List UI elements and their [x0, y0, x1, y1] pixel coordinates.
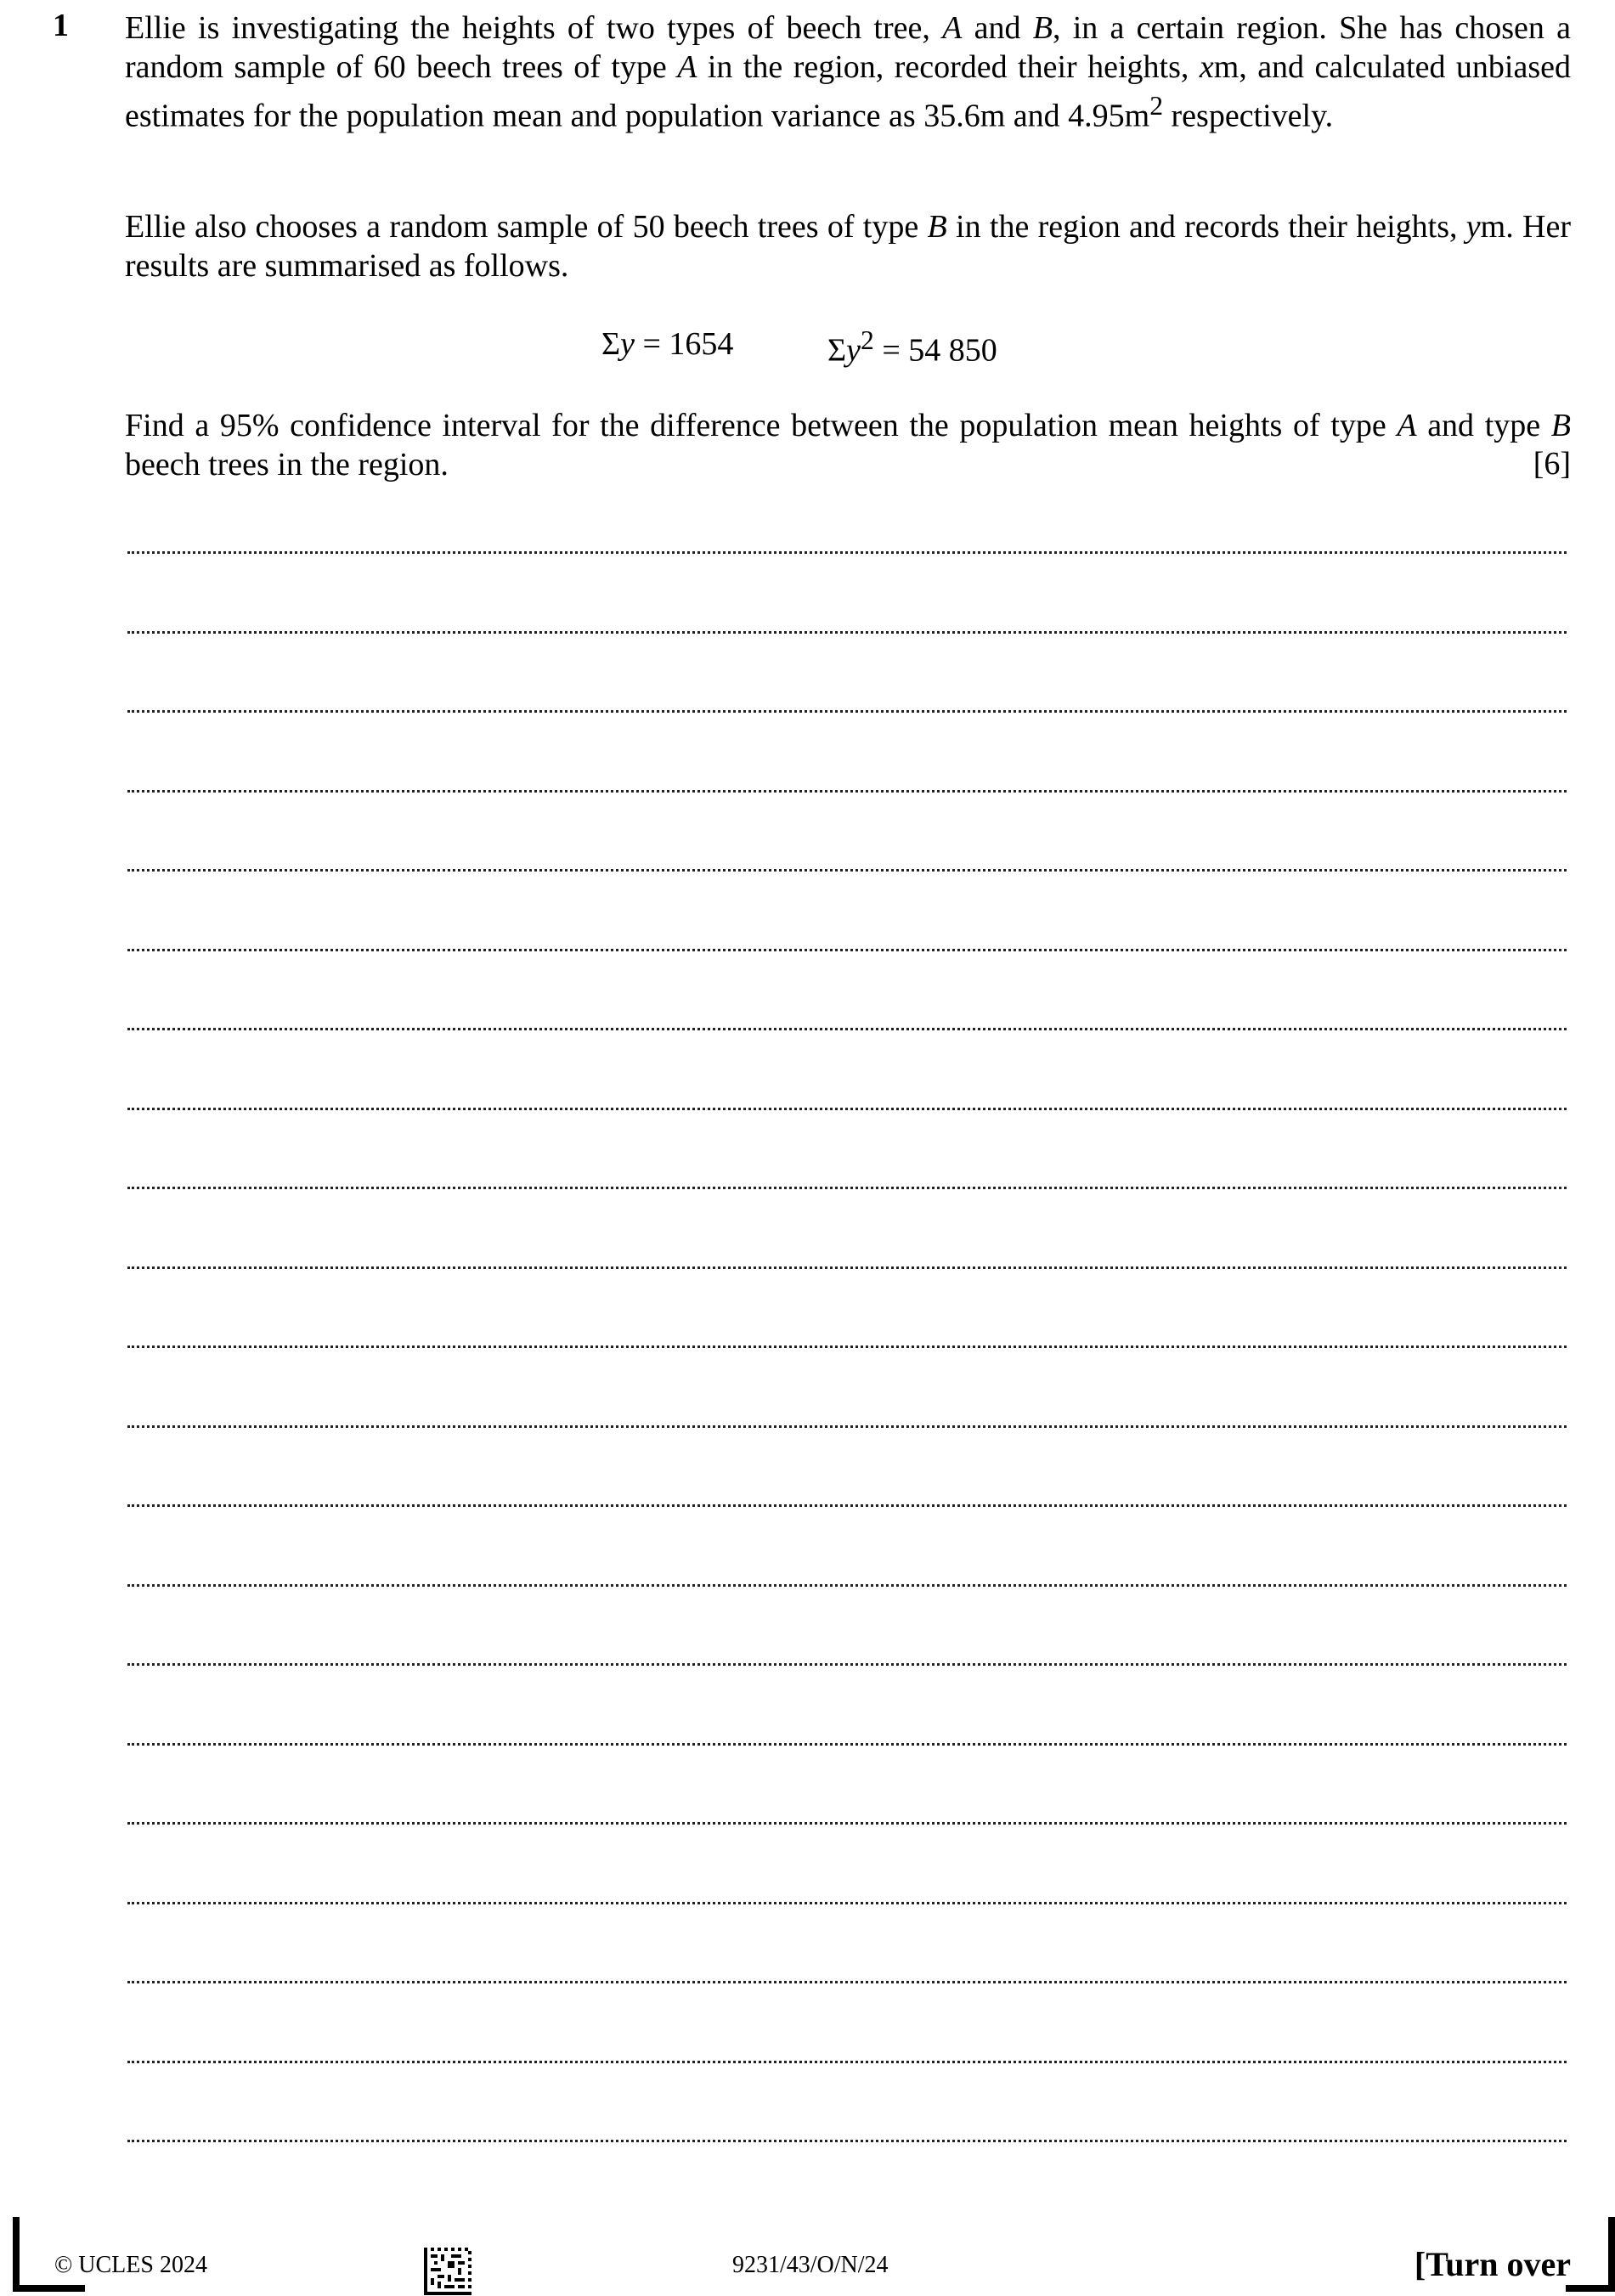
- answer-line[interactable]: [127, 941, 1567, 1021]
- dotted-rule: [127, 623, 1567, 634]
- dotted-rule: [127, 941, 1567, 951]
- answer-line[interactable]: [127, 782, 1567, 862]
- answer-line[interactable]: [127, 861, 1567, 941]
- answer-line[interactable]: [127, 1577, 1567, 1656]
- dotted-rule: [127, 1577, 1567, 1587]
- dotted-rule: [127, 702, 1567, 713]
- dotted-rule: [127, 1497, 1567, 1507]
- marks-allocation: [6]: [1533, 446, 1571, 482]
- footer-paper-code: 9231/43/O/N/24: [732, 2252, 889, 2278]
- answer-line[interactable]: [127, 1418, 1567, 1498]
- answer-line[interactable]: [127, 1735, 1567, 1815]
- answer-line[interactable]: [127, 1020, 1567, 1100]
- dotted-rule: [127, 1338, 1567, 1348]
- answer-line[interactable]: [127, 1100, 1567, 1180]
- answer-line[interactable]: [127, 1814, 1567, 1894]
- sample-b-description: Ellie also chooses a random sample of 50 beech trees of type B in the region and records their heights, ym. Her results are summarised as follows.: [125, 209, 1571, 284]
- dotted-rule: [127, 1259, 1567, 1269]
- dotted-rule: [127, 1656, 1567, 1666]
- corner-mark-right: [1566, 2217, 1615, 2292]
- dotted-rule: [127, 1418, 1567, 1428]
- answer-line[interactable]: [127, 1497, 1567, 1577]
- question-number: 1: [53, 8, 69, 43]
- question-task: Find a 95% confidence interval for the difference between the population mean heights of type A and type B beech trees in the region.: [125, 408, 1571, 482]
- dotted-rule: [127, 1179, 1567, 1189]
- sum-y-equation: Σy = 1654: [601, 326, 734, 362]
- sum-y-squared-equation: $\Sigma y^2 = 54$ 850: [827, 325, 997, 369]
- dotted-rule: [127, 544, 1567, 554]
- answer-line[interactable]: [127, 2132, 1567, 2212]
- answer-line[interactable]: [127, 2053, 1567, 2133]
- question-intro: Ellie is investigating the heights of two types of beech tree, A and B, in a certain region. She has chosen a random sample of 60 beech trees of type A in the region, recorded their heights, xm, and calculated unbiased estimates for the population mean and population variance as 35.6m and $4.95m^2$ respectively.: [125, 10, 1571, 134]
- turn-over-label: [Turn over: [1414, 2245, 1571, 2283]
- answer-line[interactable]: [127, 1656, 1567, 1735]
- dotted-rule: [127, 861, 1567, 872]
- dotted-rule: [127, 1814, 1567, 1825]
- barcode-icon: [424, 2248, 472, 2295]
- dotted-rule: [127, 1894, 1567, 1904]
- answer-line[interactable]: [127, 1338, 1567, 1418]
- dotted-rule: [127, 2053, 1567, 2063]
- dotted-rule: [127, 1100, 1567, 1110]
- dotted-rule: [127, 1020, 1567, 1030]
- answer-line[interactable]: [127, 1973, 1567, 2053]
- answer-line[interactable]: [127, 544, 1567, 623]
- dotted-rule: [127, 2132, 1567, 2142]
- dotted-rule: [127, 1973, 1567, 1983]
- footer-copyright: © UCLES 2024: [54, 2252, 207, 2278]
- answer-line[interactable]: [127, 1259, 1567, 1339]
- answer-line[interactable]: [127, 702, 1567, 782]
- dotted-rule: [127, 1735, 1567, 1746]
- answer-line[interactable]: [127, 1894, 1567, 1974]
- dotted-rule: [127, 782, 1567, 793]
- answer-line[interactable]: [127, 623, 1567, 703]
- answer-line[interactable]: [127, 1179, 1567, 1259]
- answer-area[interactable]: [127, 544, 1567, 2212]
